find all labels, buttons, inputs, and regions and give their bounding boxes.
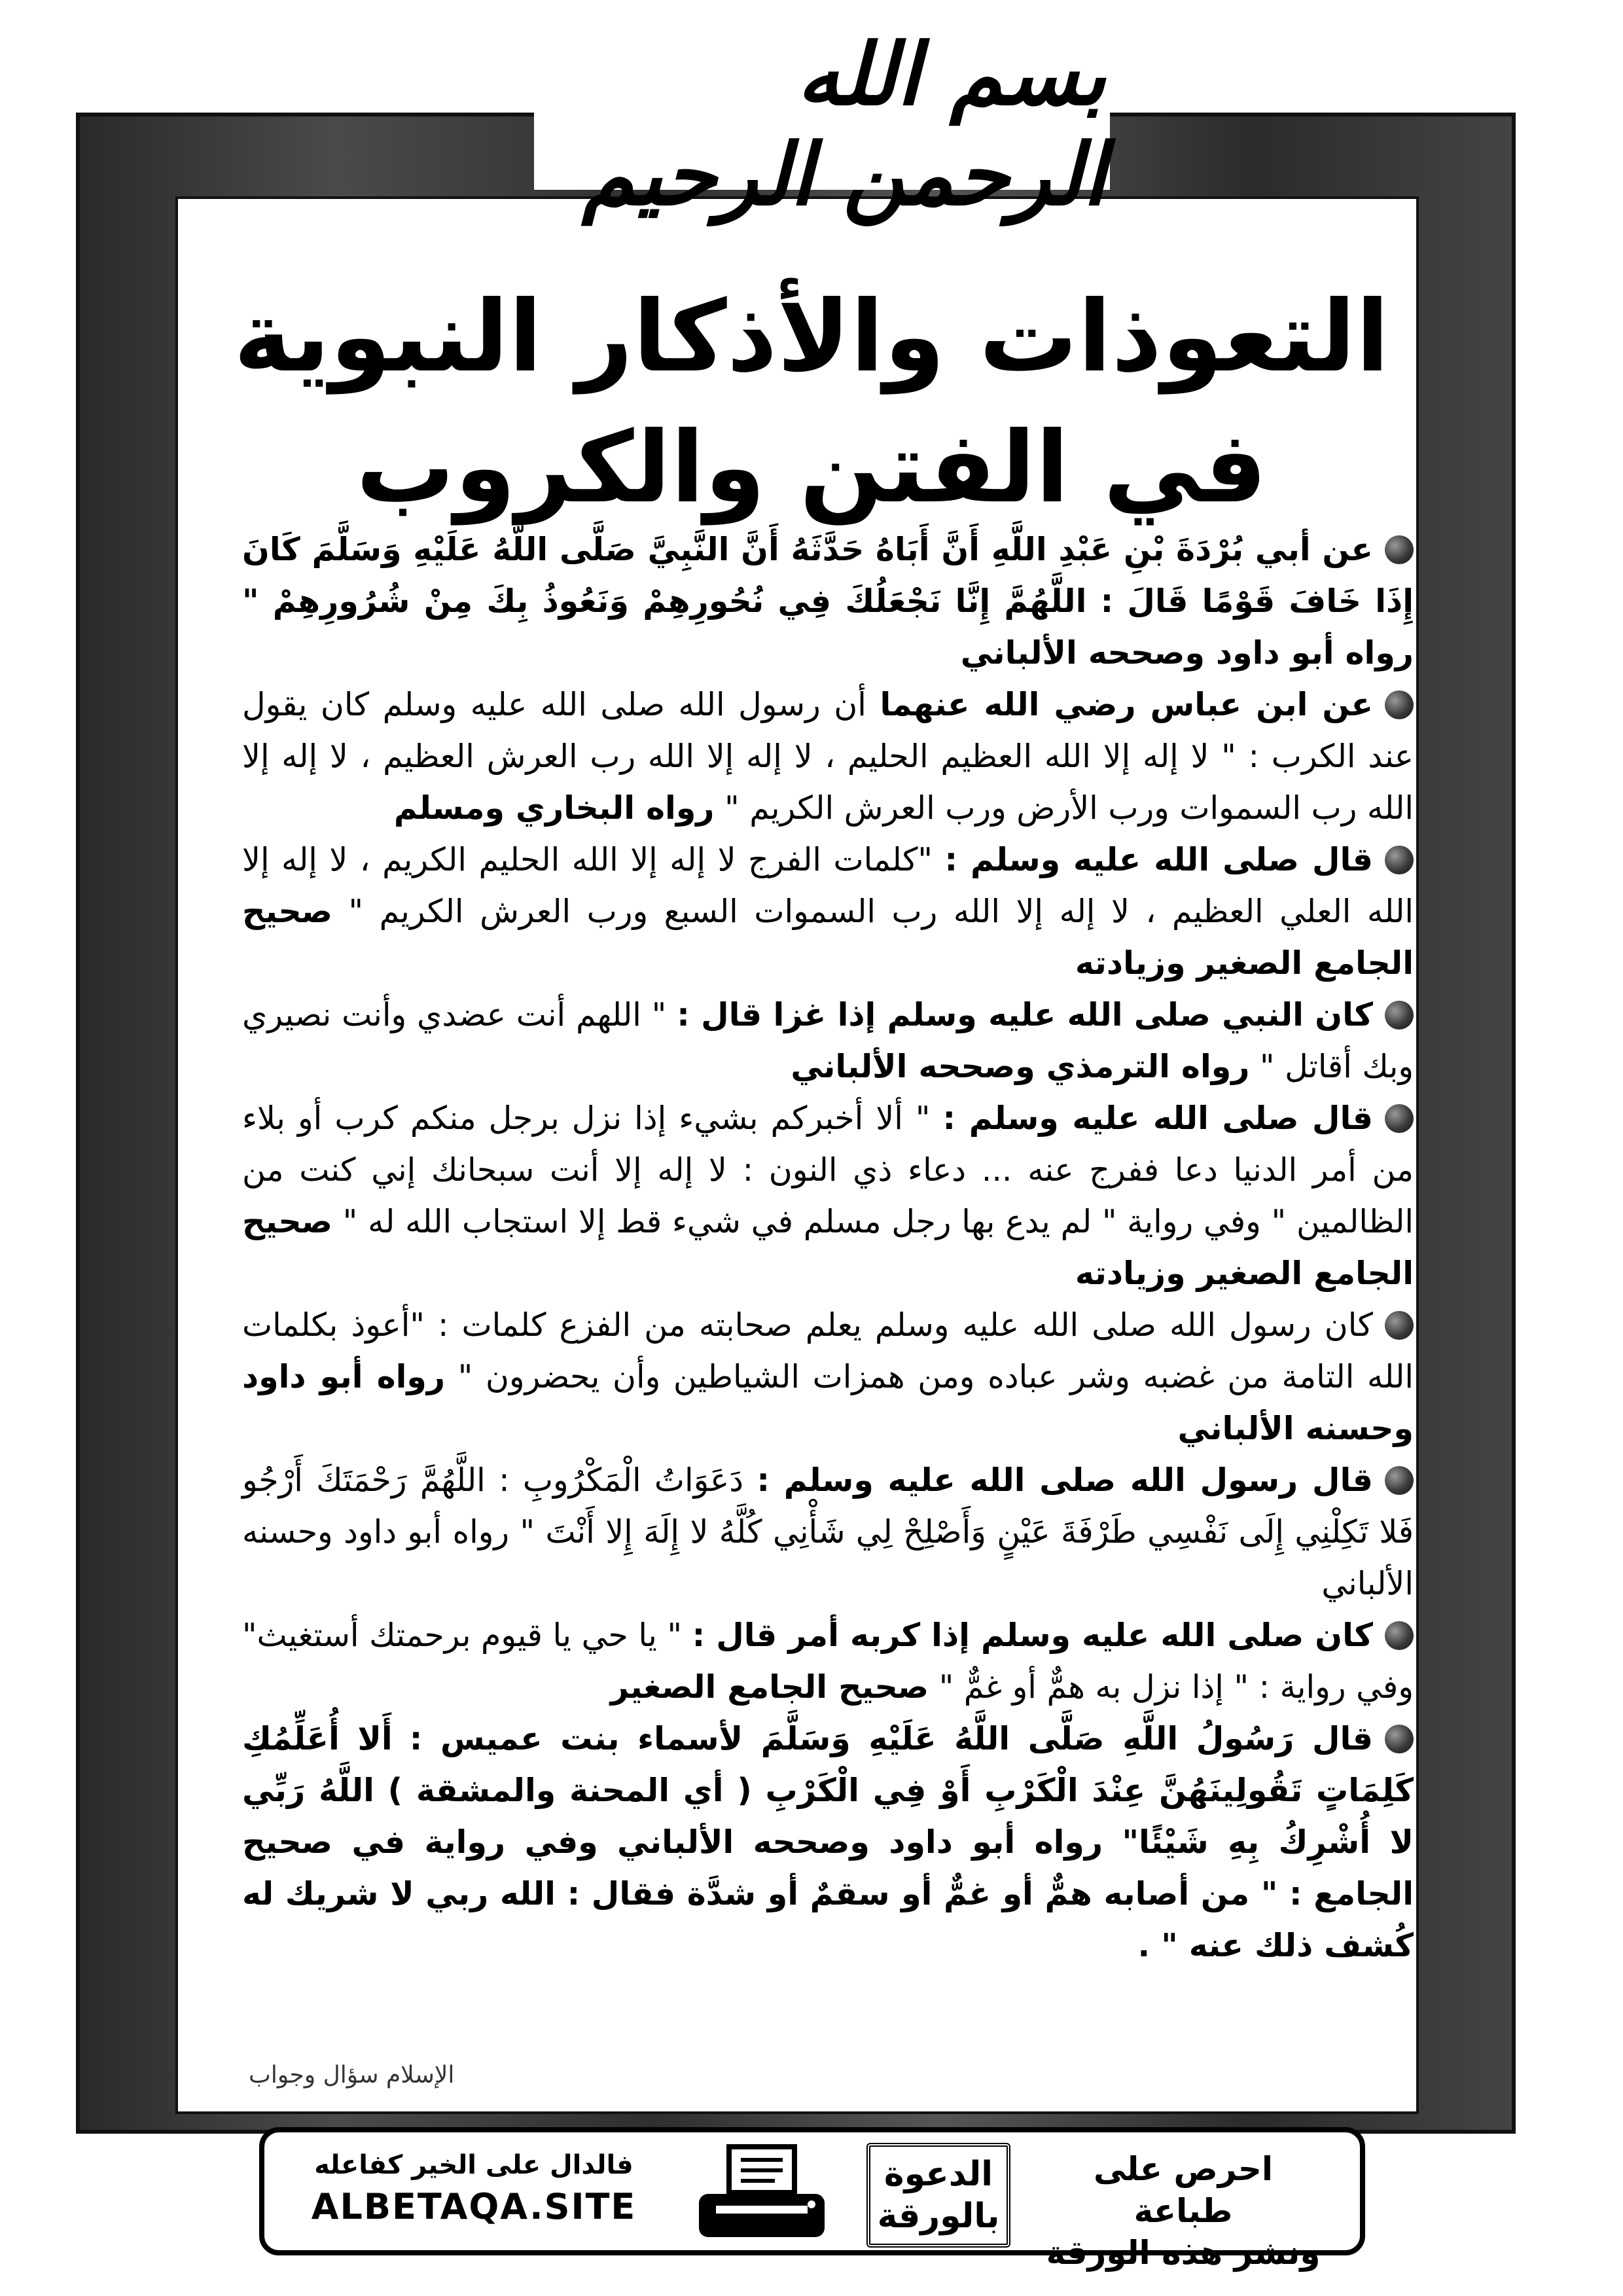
article-body — [242, 524, 1414, 1971]
logo-line2: بالورقة — [877, 2197, 1000, 2236]
list-item — [242, 1609, 1414, 1713]
item-lead: قال صلى الله عليه وسلم : — [942, 1100, 1373, 1137]
bullet-icon — [1385, 691, 1414, 719]
item-text: " ألا أخبركم بشيء إذا نزل برجل منكم كرب أو بلاء من أمر الدنيا دعا ففرج عنه ... دعاء ذي النون : لا إله إلا أنت سبحانك إني كنت من الظالمين " وفي رواية " لم يدع بها رجل مسلم في شيء قط إلا استجاب الله له " — [242, 1100, 1414, 1240]
printer-icon — [690, 2142, 834, 2246]
list-item — [242, 834, 1414, 989]
item-source: صحيح الجامع الصغير — [610, 1668, 929, 1706]
bullet-icon — [1385, 1466, 1414, 1495]
item-text: " يا حي يا قيوم برحمتك أستغيث" وفي رواية : " إذا نزل به همٌّ أو غمٌّ " — [242, 1617, 1414, 1706]
item-lead: عن ابن عباس رضي الله عنهما — [880, 686, 1374, 723]
item-source: رواه الترمذي وصححه الألباني — [791, 1048, 1250, 1085]
footer-banner — [259, 2127, 1365, 2272]
bullet-icon — [1385, 1001, 1414, 1030]
bullet-icon — [1385, 1311, 1414, 1340]
cta-line1: احرص على طباعة — [1093, 2150, 1274, 2230]
brand-logo — [866, 2143, 1010, 2248]
item-lead: قال رَسُولُ اللَّهِ صَلَّى اللَّهُ عَلَيْهِ وَسَلَّمَ لأسماء بنت عميس : — [409, 1720, 1374, 1757]
footer-tagline: فالدال على الخير كفاعله — [314, 2150, 633, 2180]
item-lead: قال صلى الله عليه وسلم : — [944, 841, 1373, 878]
bullet-icon — [1385, 1104, 1414, 1133]
cta-line2: ونشر هذه الورقة — [1046, 2234, 1321, 2272]
item-source: صحيح الجامع الصغير وزيادته — [242, 893, 1414, 982]
source-note: الإسلام سؤال وجواب — [249, 2062, 455, 2089]
item-lead: قال رسول الله صلى الله عليه وسلم : — [757, 1462, 1374, 1499]
list-item — [242, 989, 1414, 1092]
list-item — [242, 1713, 1414, 1971]
item-text: دَعَوَاتُ الْمَكْرُوبِ : اللَّهُمَّ رَحْمَتَكَ أَرْجُو فَلا تَكِلْنِي إِلَى نَفْسِي طَرْفَةَ عَيْنٍ وَأَصْلِحْ لِي شَأْنِي كُلَّهُ لا إِلَهَ إِلا أَنْتَ " رواه أبو داود وحسنه الألباني — [242, 1462, 1414, 1602]
item-lead: عن أبي بُرْدَةَ بْنِ عَبْدِ اللَّهِ أَنَّ أَبَاهُ حَدَّثَهُ أَنَّ النَّبِيَّ صَلَّى اللَّهُ عَلَيْهِ وَسَلَّمَ كَانَ إِذَا خَافَ قَوْمًا قَالَ : اللَّهُمَّ إِنَّا نَجْعَلُكَ فِي نُحُورِهِمْ وَنَعُوذُ بِكَ مِنْ شُرُورِهِمْ " رواه أبو داود وصححه الألباني — [242, 531, 1414, 672]
item-text: "كلمات الفرج لا إله إلا الله الحليم الكريم ، لا إله إلا الله العلي العظيم ، لا إله إلا الله رب السموات السبع ورب العرش الكريم " — [242, 841, 1414, 930]
page-title-line2: في الفتن والكروب — [356, 411, 1267, 525]
item-source: رواه أبو داود وحسنه الألباني — [242, 1358, 1414, 1447]
site-link[interactable]: ALBETAQA.SITE — [311, 2186, 637, 2227]
item-source: صحيح الجامع الصغير وزيادته — [242, 1203, 1414, 1292]
item-text: " اللهم أنت عضدي وأنت نصيري وبك أقاتل " — [242, 996, 1414, 1085]
footer-cta — [1039, 2148, 1327, 2274]
list-item — [242, 1454, 1414, 1609]
bullet-icon — [1385, 846, 1414, 874]
bullet-icon — [1385, 1725, 1414, 1753]
page-title-line1: التعوذات والأذكار النبوية — [233, 280, 1389, 394]
item-source: رواه البخاري ومسلم — [393, 789, 715, 827]
bullet-icon — [1385, 535, 1414, 564]
list-item — [242, 524, 1414, 679]
list-item — [242, 1092, 1414, 1299]
list-item — [242, 1299, 1414, 1454]
item-text: كان رسول الله صلى الله عليه وسلم يعلم صحابته من الفزع كلمات : "أعوذ بكلمات الله التامة من غضبه وشر عباده ومن همزات الشياطين وأن يحضرون " — [242, 1306, 1414, 1395]
logo-line1: الدعوة — [883, 2155, 993, 2194]
footer-site-block — [291, 2147, 657, 2231]
item-text: أَلا أُعَلِّمُكِ كَلِمَاتٍ تَقُولِينَهُنَّ عِنْدَ الْكَرْبِ أَوْ فِي الْكَرْبِ ( أي المحنة والمشقة ) اللَّهُ رَبِّي لا أُشْرِكُ بِهِ شَيْئًا" رواه أبو داود وصححه الألباني وفي رواية في صحيح الجامع : " من أصابه همٌّ أو غمٌّ أو سقمٌ أو شدَّة فقال : الله ربي لا شريك له كُشف ذلك عنه " . — [242, 1720, 1414, 1964]
bullet-icon — [1385, 1621, 1414, 1650]
item-text: أن رسول الله صلى الله عليه وسلم كان يقول عند الكرب : " لا إله إلا الله العظيم الحليم ، لا إله إلا الله رب العرش العظيم ، لا إله إلا الله رب السموات ورب الأرض ورب العرش الكريم " — [242, 686, 1414, 827]
item-lead: كان صلى الله عليه وسلم إذا كربه أمر قال : — [692, 1617, 1373, 1654]
item-lead: كان النبي صلى الله عليه وسلم إذا غزا قال : — [677, 996, 1373, 1033]
bismillah-calligraphy: بسم الله الرحمن الرحيم — [582, 24, 1106, 224]
list-item — [242, 679, 1414, 834]
